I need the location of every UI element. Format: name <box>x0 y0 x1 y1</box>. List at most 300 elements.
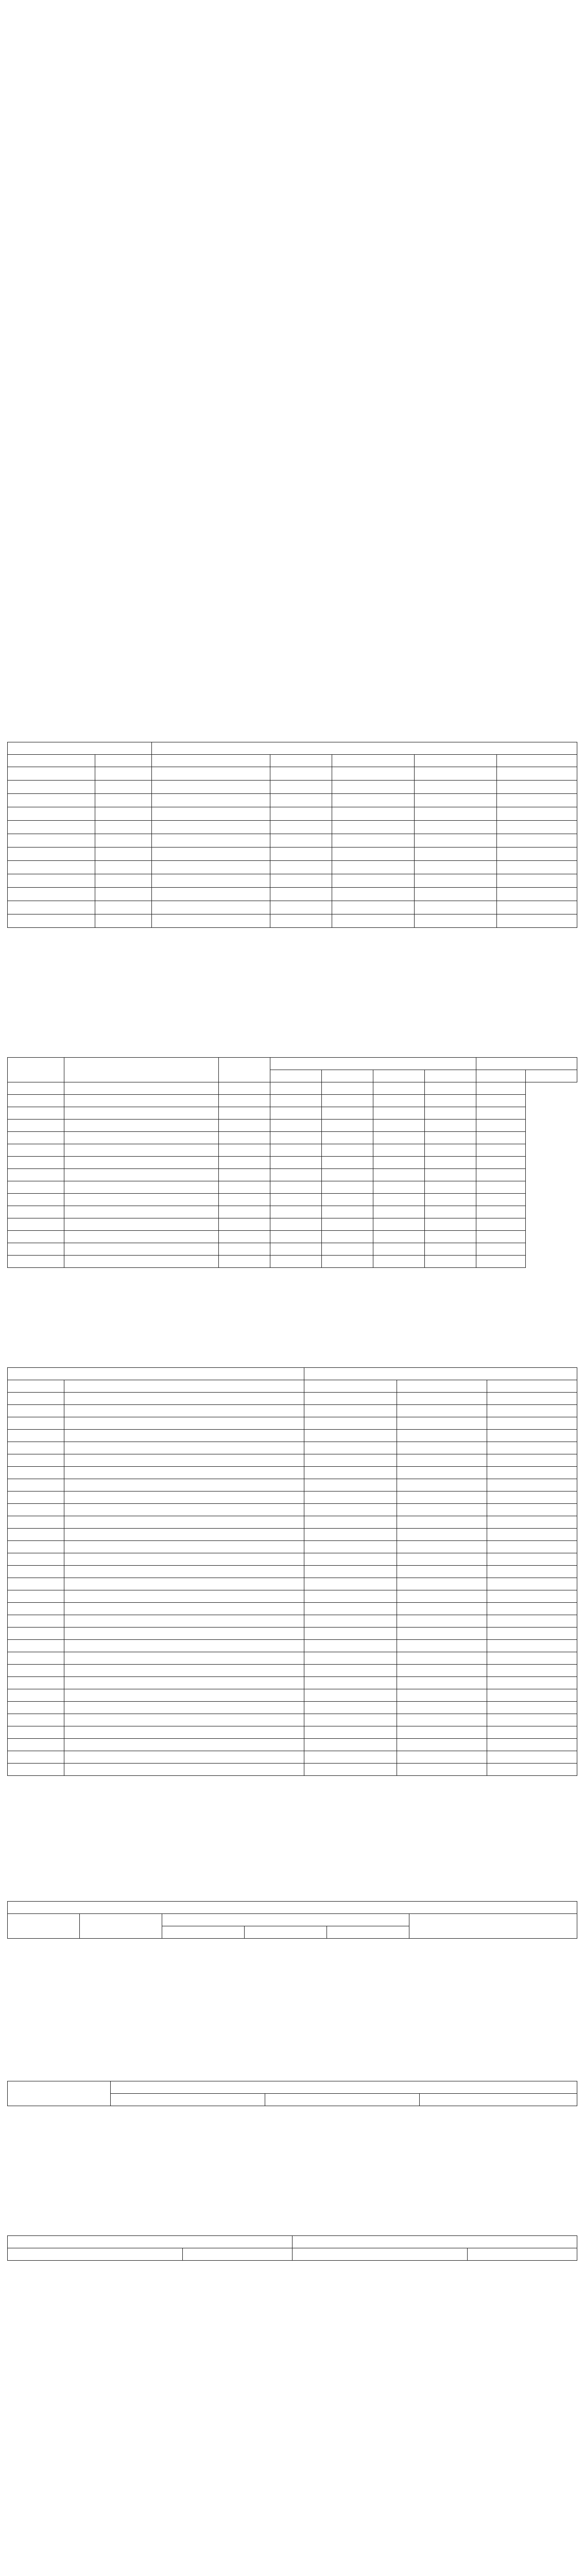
table3-cell <box>304 1430 397 1442</box>
table3-cell <box>64 1751 304 1764</box>
table2-cell <box>270 1218 322 1231</box>
table2-header <box>8 1058 64 1082</box>
table6-unit <box>0 2225 584 2235</box>
table3-cell <box>304 1603 397 1615</box>
table2-cell <box>270 1157 322 1169</box>
table1-cell <box>270 914 332 928</box>
table3-cell <box>397 1417 487 1430</box>
table5-header <box>8 2081 111 2106</box>
table1-cell <box>95 807 152 821</box>
table3-cell <box>304 1640 397 1652</box>
table2-unit <box>0 1041 584 1051</box>
table3-cell <box>487 1393 577 1405</box>
table2-cell <box>373 1132 425 1144</box>
table3-cell <box>8 1652 64 1665</box>
table2-cell <box>322 1218 373 1231</box>
table2-cell <box>270 1194 322 1206</box>
table2-cell <box>270 1169 322 1181</box>
table2-row <box>8 1120 577 1132</box>
table3-cell <box>8 1751 64 1764</box>
table2-cell <box>64 1132 219 1144</box>
table2-cell <box>373 1095 425 1107</box>
table1-header <box>8 755 95 767</box>
table2-cell <box>219 1095 270 1107</box>
table2-cell <box>270 1206 322 1218</box>
table2-cell <box>322 1231 373 1243</box>
table3-cell <box>397 1516 487 1529</box>
table2-cell <box>219 1157 270 1169</box>
table3-cell <box>304 1578 397 1590</box>
table3-cell <box>8 1764 64 1776</box>
table1-cell <box>152 807 270 821</box>
table1-cell <box>95 794 152 807</box>
table2-cell <box>425 1132 476 1144</box>
table3-cell <box>64 1726 304 1739</box>
table1-cell <box>95 914 152 928</box>
table1-cell <box>497 901 577 914</box>
table1-cell <box>95 781 152 794</box>
table4-header <box>162 1926 245 1939</box>
table3-cell <box>304 1751 397 1764</box>
table3-row <box>8 1590 577 1603</box>
table2-cell <box>8 1132 64 1144</box>
table3-cell <box>8 1677 64 1689</box>
table1-cell <box>415 848 497 861</box>
table3-row <box>8 1652 577 1665</box>
table1-cell <box>415 781 497 794</box>
table2-cell <box>373 1107 425 1120</box>
table3-cell <box>397 1751 487 1764</box>
table4 <box>7 1901 577 1939</box>
table3-cell <box>64 1603 304 1615</box>
table1-header <box>95 755 152 767</box>
table3-cell <box>397 1529 487 1541</box>
table2-cell <box>8 1157 64 1169</box>
table1-cell <box>8 888 95 901</box>
table2-cell <box>425 1243 476 1256</box>
table1-cell <box>332 914 415 928</box>
table2-cell <box>373 1194 425 1206</box>
table2-cell <box>322 1181 373 1194</box>
table3-cell <box>397 1492 487 1504</box>
table3-cell <box>64 1430 304 1442</box>
table2-header <box>476 1070 526 1082</box>
table2-cell <box>219 1231 270 1243</box>
table3-row <box>8 1516 577 1529</box>
table1-cell <box>152 834 270 848</box>
table3-row <box>8 1764 577 1776</box>
table3-cell <box>397 1652 487 1665</box>
table2-header <box>425 1070 476 1082</box>
table2-cell <box>322 1206 373 1218</box>
table2-cell <box>373 1181 425 1194</box>
table3-cell <box>304 1529 397 1541</box>
table1-cell <box>152 901 270 914</box>
table3-cell <box>397 1764 487 1776</box>
table2-cell <box>373 1120 425 1132</box>
table6-header <box>183 2248 293 2261</box>
table1-cell <box>332 781 415 794</box>
table4-header <box>245 1926 327 1939</box>
table3-cell <box>304 1393 397 1405</box>
table3-cell <box>64 1516 304 1529</box>
table2-cell <box>8 1144 64 1157</box>
table2-cell <box>373 1256 425 1268</box>
table3-cell <box>397 1640 487 1652</box>
table3-cell <box>304 1739 397 1751</box>
table2-cell <box>476 1206 526 1218</box>
table3-cell <box>397 1603 487 1615</box>
table1-cell <box>152 874 270 888</box>
table1-cell <box>152 861 270 874</box>
table3-cell <box>8 1430 64 1442</box>
table1-header <box>152 755 270 767</box>
table1-cell <box>415 914 497 928</box>
table3-cell <box>487 1516 577 1529</box>
table2-cell <box>373 1144 425 1157</box>
table1-cell <box>8 767 95 781</box>
table1-cell <box>332 794 415 807</box>
table2-cell <box>373 1243 425 1256</box>
table3-cell <box>304 1628 397 1640</box>
table1-cell <box>152 888 270 901</box>
table1-row <box>8 821 577 834</box>
table2-row <box>8 1256 577 1268</box>
table1-cell <box>270 767 332 781</box>
table2-cell <box>64 1181 219 1194</box>
table3-cell <box>64 1504 304 1516</box>
table1-cell <box>497 834 577 848</box>
table3-cell <box>64 1529 304 1541</box>
table3-cell <box>64 1442 304 1454</box>
table2-row <box>8 1082 577 1095</box>
table2-header <box>64 1058 219 1082</box>
table3-row <box>8 1714 577 1726</box>
table2-cell <box>476 1107 526 1120</box>
table3-cell <box>397 1615 487 1628</box>
table3-cell <box>397 1467 487 1479</box>
table2-cell <box>476 1243 526 1256</box>
table2-cell <box>322 1256 373 1268</box>
table2-cell <box>8 1082 64 1095</box>
table3-cell <box>64 1417 304 1430</box>
table2-cell <box>8 1206 64 1218</box>
table3-cell <box>304 1714 397 1726</box>
table2-cell <box>8 1231 64 1243</box>
table3-cell <box>8 1516 64 1529</box>
table1-cell <box>497 888 577 901</box>
table3-cell <box>8 1417 64 1430</box>
table1-cell <box>8 807 95 821</box>
table2-cell <box>373 1169 425 1181</box>
table3-cell <box>8 1504 64 1516</box>
table3-cell <box>8 1603 64 1615</box>
table3-cell <box>487 1430 577 1442</box>
table3-cell <box>8 1628 64 1640</box>
table5-header <box>420 2094 577 2106</box>
table2-cell <box>373 1082 425 1095</box>
table1-cell <box>270 888 332 901</box>
table1-cell <box>270 848 332 861</box>
table3-cell <box>397 1454 487 1467</box>
table2-header <box>476 1058 577 1070</box>
table3-cell <box>487 1405 577 1417</box>
table2-cell <box>219 1082 270 1095</box>
table5-section <box>0 2063 584 2218</box>
table1-cell <box>270 901 332 914</box>
table2-cell <box>476 1169 526 1181</box>
table3-cell <box>304 1467 397 1479</box>
table3-cell <box>397 1665 487 1677</box>
table3-cell <box>8 1467 64 1479</box>
table2-cell <box>425 1107 476 1120</box>
table2-cell <box>64 1095 219 1107</box>
table1-cell <box>152 848 270 861</box>
table3-cell <box>64 1677 304 1689</box>
table1-cell <box>415 794 497 807</box>
table2-cell <box>219 1218 270 1231</box>
table3-cell <box>397 1430 487 1442</box>
table1-cell <box>415 874 497 888</box>
table4-header <box>162 1914 409 1926</box>
table1-cell <box>8 914 95 928</box>
table1-cell <box>332 888 415 901</box>
table3-row <box>8 1751 577 1764</box>
table1-cell <box>497 861 577 874</box>
table1-cell <box>152 781 270 794</box>
table2-row <box>8 1218 577 1231</box>
table3-cell <box>8 1739 64 1751</box>
table2-cell <box>425 1231 476 1243</box>
table2-cell <box>64 1169 219 1181</box>
table3-cell <box>304 1553 397 1566</box>
table1-cell <box>332 767 415 781</box>
table1-cell <box>332 848 415 861</box>
table1-cell <box>95 834 152 848</box>
table1-cell <box>270 861 332 874</box>
table1-header <box>415 755 497 767</box>
table2-cell <box>270 1231 322 1243</box>
table3-cell <box>64 1764 304 1776</box>
table3-cell <box>487 1492 577 1504</box>
table2-row <box>8 1107 577 1120</box>
table2-cell <box>64 1231 219 1243</box>
table3-cell <box>487 1541 577 1553</box>
table1-row <box>8 848 577 861</box>
table3-row <box>8 1689 577 1702</box>
table1-cell <box>8 834 95 848</box>
table3-cell <box>64 1553 304 1566</box>
table1-cell <box>332 901 415 914</box>
table3-cell <box>304 1541 397 1553</box>
table1-cell <box>497 794 577 807</box>
table2-cell <box>322 1107 373 1120</box>
table1-header <box>270 755 332 767</box>
table3-cell <box>304 1566 397 1578</box>
table3-cell <box>8 1665 64 1677</box>
table2-header <box>322 1070 373 1082</box>
table1-cell <box>95 874 152 888</box>
table3-row <box>8 1578 577 1590</box>
table2-cell <box>322 1243 373 1256</box>
table3-cell <box>397 1739 487 1751</box>
table2-cell <box>476 1095 526 1107</box>
table3-cell <box>64 1479 304 1492</box>
table3-cell <box>487 1764 577 1776</box>
table2-cell <box>476 1144 526 1157</box>
table3-cell <box>487 1751 577 1764</box>
table3-row <box>8 1454 577 1467</box>
table3-cell <box>64 1492 304 1504</box>
table1-header <box>152 742 577 755</box>
table3-cell <box>487 1504 577 1516</box>
table2-row <box>8 1132 577 1144</box>
table2-cell <box>8 1107 64 1120</box>
table3-header <box>487 1380 577 1393</box>
table2-cell <box>476 1231 526 1243</box>
table3-row <box>8 1640 577 1652</box>
table2-cell <box>425 1181 476 1194</box>
table3-row <box>8 1603 577 1615</box>
table3-cell <box>397 1702 487 1714</box>
table2-cell <box>64 1082 219 1095</box>
table3-row <box>8 1529 577 1541</box>
table3-cell <box>304 1492 397 1504</box>
table1-cell <box>497 821 577 834</box>
table2-cell <box>322 1144 373 1157</box>
table1-cell <box>152 914 270 928</box>
table3-cell <box>304 1590 397 1603</box>
table3-row <box>8 1665 577 1677</box>
table2-cell <box>322 1157 373 1169</box>
table2-row <box>8 1144 577 1157</box>
table3-cell <box>304 1665 397 1677</box>
table2-cell <box>270 1181 322 1194</box>
table1-section <box>0 721 584 1041</box>
table3-row <box>8 1541 577 1553</box>
table1-row <box>8 901 577 914</box>
table4-section <box>0 1870 584 2063</box>
table2-cell <box>425 1095 476 1107</box>
table3-cell <box>64 1454 304 1467</box>
table2-cell <box>476 1132 526 1144</box>
table3-row <box>8 1615 577 1628</box>
table3-cell <box>8 1578 64 1590</box>
table2-cell <box>64 1144 219 1157</box>
table2-cell <box>219 1194 270 1206</box>
table3-cell <box>64 1714 304 1726</box>
table1-cell <box>8 874 95 888</box>
table3-cell <box>64 1689 304 1702</box>
table2-cell <box>64 1218 219 1231</box>
table6-section <box>0 2218 584 2576</box>
table1-cell <box>270 781 332 794</box>
table2-header <box>219 1058 270 1082</box>
table2-cell <box>322 1082 373 1095</box>
table3-header <box>8 1380 64 1393</box>
table3-cell <box>487 1714 577 1726</box>
table1-cell <box>270 794 332 807</box>
table3-cell <box>8 1541 64 1553</box>
table2-cell <box>64 1256 219 1268</box>
table6 <box>7 2235 577 2261</box>
table3-cell <box>304 1504 397 1516</box>
table2-cell <box>322 1132 373 1144</box>
table2-cell <box>270 1243 322 1256</box>
table1-header <box>497 755 577 767</box>
table1-cell <box>152 767 270 781</box>
table3-cell <box>8 1442 64 1454</box>
table2-cell <box>8 1095 64 1107</box>
table3-cell <box>8 1566 64 1578</box>
table3-row <box>8 1628 577 1640</box>
table2-row <box>8 1169 577 1181</box>
table3-cell <box>397 1541 487 1553</box>
table3-cell <box>397 1726 487 1739</box>
table2-cell <box>322 1095 373 1107</box>
table3-row <box>8 1739 577 1751</box>
table2-cell <box>322 1120 373 1132</box>
table2-header <box>270 1070 322 1082</box>
table2-cell <box>8 1243 64 1256</box>
table6-header <box>468 2248 577 2261</box>
table2-cell <box>219 1206 270 1218</box>
table1-cell <box>8 848 95 861</box>
table2 <box>7 1057 577 1268</box>
table2-cell <box>270 1144 322 1157</box>
table2-header <box>373 1070 425 1082</box>
table3-cell <box>8 1615 64 1628</box>
table4-header <box>8 1902 577 1914</box>
table3-cell <box>64 1615 304 1628</box>
table2-cell <box>425 1157 476 1169</box>
table3-cell <box>304 1417 397 1430</box>
table2-cell <box>322 1194 373 1206</box>
table2-cell <box>219 1144 270 1157</box>
table1-row <box>8 807 577 821</box>
table3-cell <box>487 1442 577 1454</box>
table2-cell <box>425 1206 476 1218</box>
table3-cell <box>64 1665 304 1677</box>
table2-row <box>8 1243 577 1256</box>
table1-cell <box>270 874 332 888</box>
table1-cell <box>270 834 332 848</box>
table2-cell <box>270 1256 322 1268</box>
table2-cell <box>425 1218 476 1231</box>
table3-row <box>8 1405 577 1417</box>
table1-cell <box>332 821 415 834</box>
table2-cell <box>373 1157 425 1169</box>
table3-row <box>8 1677 577 1689</box>
table3-cell <box>8 1640 64 1652</box>
table3 <box>7 1367 577 1776</box>
table1-cell <box>415 821 497 834</box>
table3-cell <box>304 1652 397 1665</box>
table3-cell <box>487 1615 577 1628</box>
table3-cell <box>397 1628 487 1640</box>
table3-cell <box>304 1677 397 1689</box>
table2-row <box>8 1181 577 1194</box>
table3-cell <box>8 1714 64 1726</box>
table2-cell <box>64 1206 219 1218</box>
table2-section <box>0 1041 584 1350</box>
table1-cell <box>95 861 152 874</box>
table2-row <box>8 1194 577 1206</box>
table3-cell <box>64 1640 304 1652</box>
table1-cell <box>415 767 497 781</box>
table1-cell <box>415 861 497 874</box>
table3-cell <box>397 1393 487 1405</box>
